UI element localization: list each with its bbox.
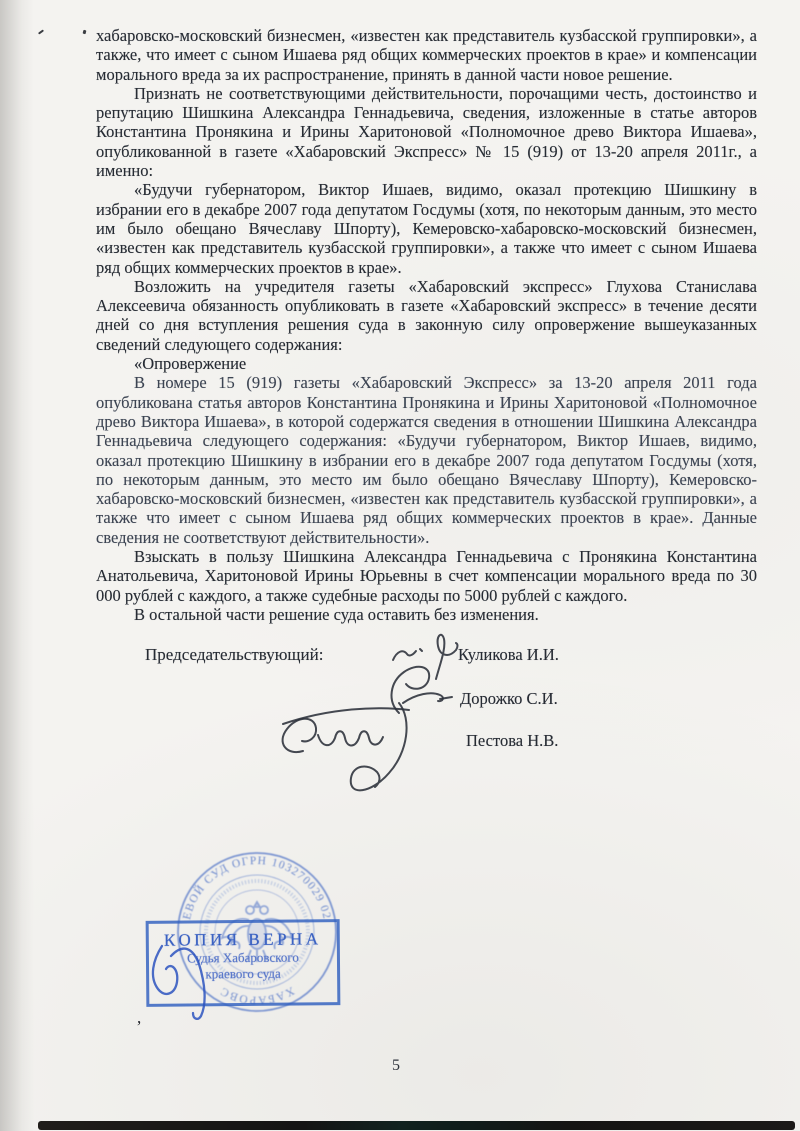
presiding-judge-label: Председательствующий: (145, 645, 324, 664)
page-number: 5 (392, 1057, 400, 1074)
stamp-signature-scribble (130, 930, 240, 1030)
paragraph-vzyskat: Взыскать в пользу Шишкина Александра Геннадьевича с Пронякина Константина Анатольевича, Харитоновой Ирины Юрьевны в счет компенсации морального вреда по 30 000 рублей с каждого, а также судебные расходы по 5000 рублей с каждого. (96, 547, 757, 605)
seal-arc-top-text: ЕВОЙ СУД ОГРН 103270029 02 (181, 854, 333, 921)
stamp-judge-line: Судья Хабаровского (186, 949, 299, 966)
stray-ink-mark: , (137, 1008, 142, 1027)
ink-speck (83, 30, 87, 35)
paragraph-oproverzhenie-title: «Опровержение (134, 354, 247, 374)
paragraph-oproverzhenie-body: В номере 15 (919) газеты «Хабаровский Экспресс» за 13-20 апреля 2011 года опубликована статья авторов Константина Пронякина и Ирины Харитоновой «Полномочное древо Виктора Ишаева», в которой содержатся сведения в отношении Шишкина Александра Геннадьевича следующего содержания: «Будучи губернатором, Виктор Ишаев, видимо, оказал протекцию Шишкину в избрании его в декабре 2007 года депутатом Госдумы (хотя, по некоторым данным, это место им было обещано Вячеславу Шпорту), Кемеровско-хабаровско-московский бизнесмен, «известен как представитель кузбасской группировки», а также что имеет с сыном Ишаева ряд общих коммерческих проектов в крае». Данные сведения не соответствуют действительности». (96, 373, 757, 547)
paragraph-quote: «Будучи губернатором, Виктор Ишаев, видимо, оказал протекцию Шишкину в избрании его в декабре 2007 года депутатом Госдумы (хотя, по некоторым данным, это место им было обещано Вячеславу Шпорту), Кемеровско-хабаровско-московский бизнесмен, «известен как представитель кузбасской группировки», а также что имеет с сыном Ишаева ряд общих коммерческих проектов в крае». (96, 180, 757, 277)
judge-name-dorozhko: Дорожко С.И. (460, 689, 558, 708)
paragraph-priznat: Признать не соответствующими действительности, порочащими честь, достоинство и репутацию Шишкина Александра Геннадьевича, сведения, изложенные в статье авторов Константина Пронякина и Ирины Харитоновой «Полномочное древо Виктора Ишаева», опубликованной в газете «Хабаровский Экспресс» № 15 (919) от 13-20 апреля 2011г., а именно: (96, 83, 757, 181)
judge-name-pestova: Пестова Н.В. (466, 731, 559, 750)
paragraph-continuation: хабаровско-московский бизнесмен, «известен как представитель кузбасской группировки», а также, что имеет с сыном Ишаева ряд общих коммерческих проектов в крае» и компенсации морального вреда за их распространение, принять в данной части новое решение. (96, 26, 757, 84)
signature-scribble-3 (283, 703, 409, 790)
copy-verna-text: КОПИЯ ВЕРНА (163, 929, 322, 950)
paragraph-vozlozhit: Возложить на учредителя газеты «Хабаровский экспресс» Глухова Станислава Алексеевича обязанность опубликовать в газете «Хабаровский экспресс» в течение десяти дней со дня вступления решения суда в законную силу опровержение вышеуказанных сведений следующего содержания: (96, 276, 757, 354)
scanner-edge-artifact (38, 1121, 795, 1130)
paragraph-final: В остальной части решение суда оставить без изменения. (134, 604, 539, 624)
stamp-court-line: краевого суда (205, 965, 281, 982)
seal-arc-bottom-text: ХАБАРОВС (217, 984, 297, 1006)
judge-name-kulikova: Куликова И.И. (458, 645, 559, 664)
document-text (96, 26, 757, 624)
handwritten-signatures (250, 618, 570, 818)
ink-speck (38, 29, 44, 34)
